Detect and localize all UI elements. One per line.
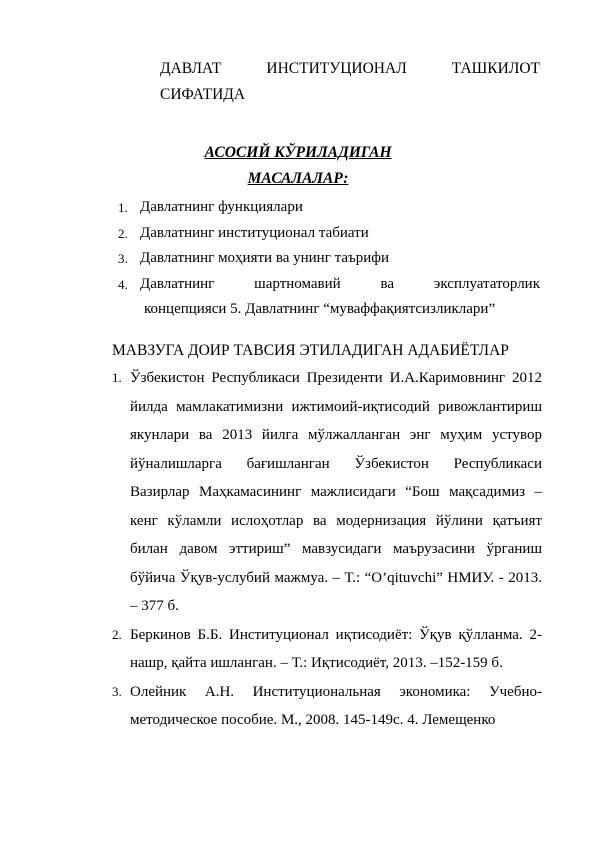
reference-number: 3.	[112, 683, 122, 699]
reference-number: 2.	[112, 626, 122, 642]
list-item	[118, 221, 540, 247]
reference-text: Беркинов Б.Б. Институционал иқтисодиёт: Ўқув қўлланма. 2-нашр, қайта ишланган. – Т.: Иқтисодиёт, 2013. –152-159 б.	[130, 626, 542, 671]
list-item-text: Давлатнинг функциялари	[140, 199, 303, 215]
list-item-number: 3.	[118, 251, 128, 266]
references-list	[112, 364, 542, 735]
references-title: МАВЗУГА ДОИР ТАВСИЯ ЭТИЛАДИГАН АДАБИЁТЛАР	[112, 342, 509, 359]
heading-line-1	[160, 56, 540, 82]
heading-line-2: СИФАТИДА	[160, 86, 246, 103]
list-item-number: 4.	[118, 276, 128, 292]
tasks-title-line-2: МАСАЛАЛАР:	[247, 170, 349, 187]
reference-item	[112, 621, 542, 678]
section-heading	[160, 56, 540, 108]
reference-text: Ўзбекистон Республикаси Президенти И.А.Каримовнинг 2012 йилда мамлакатимизни ижтимоий-иқтисодий ривожлантириш якунлари ва 2013 йилга мўлжалланган энг муҳим устувор йўналишларга бағишланган Ўзбекистон Республикаси Вазирлар Маҳкамасининг мажлисидаги “Бош мақсадимиз – кенг кўламли ислоҳотлар ва модернизация йўлини қатъият билан давом эттириш” мавзусидаги маърузасини ўрганиш бўйича Ўқув-услубий мажмуа. – Т.: “O’qituvchi” НМИУ. - 2013. – 377 б.	[130, 370, 542, 614]
tasks-title-line-1: АСОСИЙ КЎРИЛАДИГАН	[204, 144, 392, 161]
list-item-number: 2.	[118, 225, 128, 241]
reference-number: 1.	[112, 370, 122, 385]
reference-item	[112, 678, 542, 735]
list-item	[118, 246, 540, 272]
heading-word: ИНСТИТУЦИОНАЛ	[266, 60, 407, 77]
reference-item	[112, 364, 542, 621]
list-item-text: Давлатнинг институционал табиати	[140, 224, 369, 241]
list-item-text: Давлатнинг шартномавий ва эксплуататорлик	[140, 275, 540, 292]
list-item	[118, 272, 540, 298]
list-item	[118, 195, 540, 221]
reference-text: Олейник А.Н. Институциональная экономика: Учебно-методическое пособие. М., 2008. 145-149с. 4. Лемещенко	[130, 683, 542, 728]
heading-word: ТАШКИЛОТ	[451, 60, 540, 77]
heading-word: ДАВЛАТ	[160, 60, 222, 77]
list-item-text: Давлатнинг моҳияти ва унинг таърифи	[140, 250, 390, 266]
tasks-list	[118, 195, 540, 323]
list-item-number: 1.	[118, 200, 128, 215]
list-item-continuation: концепцияси 5. Давлатнинг “муваффақиятсизликлари”	[144, 301, 496, 317]
